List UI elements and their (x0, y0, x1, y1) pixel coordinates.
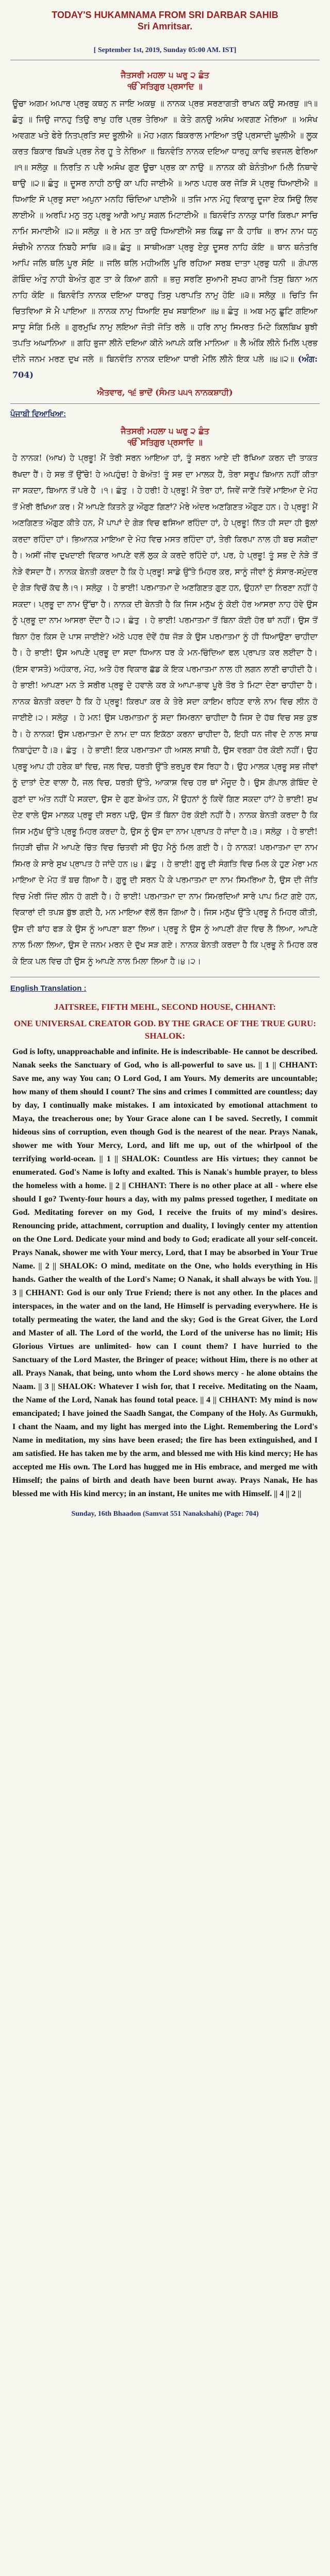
gurmukhi-page-ref: (ਅੰਗ: 704) (12, 354, 318, 380)
punjabi-label: ਪੰਜਾਬੀ ਵਿਆਖਿਆ: (10, 410, 66, 418)
gurmukhi-verse: ਊਚਾ ਅਗਮ ਅਪਾਰ ਪ੍ਰਭੁ ਕਥਨੁ ਨ ਜਾਇ ਅਕਥੁ ॥ ਨਾਨਕ ਪ੍ਰਭ ਸਰਣਾਗਤੀ ਰਾਖਨ ਕਉ ਸਮਰਥੁ ॥੧॥ ਛੰਤੁ ॥ ਜਿਉ ਜਾਨਹੁ ਤਿਉ ਰਾਖੁ ਹਰਿ ਪ੍ਰਭ ਤੇਰਿਆ ॥ ਕੇਤੇ ਗਨਉ ਅਸੰਖ ਅਵਗਣ ਮੇਰਿਆ ॥ ਅਸੰਖ ਅਵਗਣ ਖਤੇ ਫੇਰੇ ਨਿਤਪ੍ਰਤਿ ਸਦ ਭੂਲੀਐ ॥ ਮੋਹ ਮਗਨ ਬਿਕਰਾਲ ਮਾਇਆ ਤਉ ਪ੍ਰਸਾਦੀ ਘੂਲੀਐ ॥ ਲੂਕ ਕਰਤ ਬਿਕਾਰ ਬਿਖੜੇ ਪ੍ਰਭ ਨੇਰ ਹੂ ਤੇ ਨੇਰਿਆ ॥ ਬਿਨਵੰਤਿ ਨਾਨਕ ਦਇਆ ਧਾਰਹੁ ਕਾਢਿ ਭਵਜਲ ਫੇਰਿਆ ॥੧॥ ਸਲੋਕੁ ॥ ਨਿਰਤਿ ਨ ਪਵੈ ਅਸੰਖ ਗੁਣ ਊਚਾ ਪ੍ਰਭ ਕਾ ਨਾਉ ॥ ਨਾਨਕ ਕੀ ਬੇਨੰਤੀਆ ਮਿਲੈ ਨਿਥਾਵੇ ਥਾਉ ॥੨॥ ਛੰਤੁ ॥ ਦੂਸਰ ਨਾਹੀ ਠਾਉ ਕਾ ਪਹਿ ਜਾਈਐ ॥ ਆਠ ਪਹਰ ਕਰ ਜੋੜਿ ਸੋ ਪ੍ਰਭੁ ਧਿਆਈਐ ॥ ਧਿਆਇ ਸੋ ਪ੍ਰਭੁ ਸਦਾ ਅਪੁਨਾ ਮਨਹਿ ਚਿੰਦਿਆ ਪਾਈਐ ॥ ਤਜਿ ਮਾਨ ਮੋਹੁ ਵਿਕਾਰੁ ਦੂਜਾ ਏਕ ਸਿਉ ਲਿਵ ਲਾਈਐ ॥ ਅਰਪਿ ਮਨੁ ਤਨੁ ਪ੍ਰਭੂ ਆਗੈ ਆਪੁ ਸਗਲ ਮਿਟਾਈਐ ॥ ਬਿਨਵੰਤਿ ਨਾਨਕੁ ਧਾਰਿ ਕਿਰਪਾ ਸਾਚਿ ਨਾਮਿ ਸਮਾਈਐ ॥੨॥ ਸਲੋਕੁ ॥ ਰੇ ਮਨ ਤਾ ਕਉ ਧਿਆਈਐ ਸਭ ਕਿਛੁ ਜਾ ਕੈ ਹਾਥਿ ॥ ਰਾਮ ਨਾਮ ਧਨੁ ਸੰਚੀਐ ਨਾਨਕ ਨਿਬਹੈ ਸਾਥਿ ॥੩॥ ਛੰਤੁ ॥ ਸਾਥੀਅੜਾ ਪ੍ਰਭੁ ਏਕੁ ਦੂਸਰ ਨਾਹਿ ਕੋਇ ॥ ਥਾਨ ਥਨੰਤਰਿ ਆਪਿ ਜਲਿ ਥਲਿ ਪੂਰ ਸੋਇ ॥ ਜਲਿ ਥਲਿ ਮਹੀਅਲਿ ਪੂਰਿ ਰਹਿਆ ਸਰਬ ਦਾਤਾ ਪ੍ਰਭੁ ਧਨੀ ॥ ਗੋਪਾਲ ਗੋਬਿੰਦ ਅੰਤੁ ਨਾਹੀ ਬੇਅੰਤ ਗੁਣ ਤਾ ਕੇ ਕਿਆ ਗਨੀ ॥ ਭਜੁ ਸਰਣਿ ਸੁਆਮੀ ਸੁਖਹ ਗਾਮੀ ਤਿਸੁ ਬਿਨਾ ਅਨ ਨਾਹਿ ਕੋਇ ॥ ਬਿਨਵੰਤਿ ਨਾਨਕ ਦਇਆ ਧਾਰਹੁ ਤਿਸੁ ਪਰਾਪਤਿ ਨਾਮੁ ਹੋਇ ॥੩॥ ਸਲੋਕੁ ॥ ਚਿਤਿ ਜਿ ਚਿਤਵਿਆ ਸੋ ਮੈ ਪਾਇਆ ॥ ਨਾਨਕ ਨਾਮੁ ਧਿਆਇ ਸੁਖ ਸਬਾਇਆ ॥੪॥ ਛੰਤੁ ॥ ਅਬ ਮਨੁ ਛੂਟਿ ਗਇਆ ਸਾਧੂ ਸੰਗਿ ਮਿਲੇ ॥ ਗੁਰਮੁਖਿ ਨਾਮੁ ਲਇਆ ਜੋਤੀ ਜੋਤਿ ਰਲੇ ॥ ਹਰਿ ਨਾਮੁ ਸਿਮਰਤ ਮਿਟੇ ਕਿਲਬਿਖ ਬੁਝੀ ਤਪਤਿ ਅਘਾਨਿਆ ॥ ਗਹਿ ਭੁਜਾ ਲੀਨੇ ਦਇਆ ਕੀਨੇ ਆਪਨੇ ਕਰਿ ਮਾਨਿਆ ॥ ਲੈ ਅੰਕਿ ਲੀਨੇ ਮਿਲਿ ਪ੍ਰਭ ਦੀਨੇ ਜਨਮ ਮਰਣ ਦੁਖ ਜਲੇ ॥ ਬਿਨਵੰਤਿ ਨਾਨਕ ਦਇਆ ਧਾਰੀ ਮੇਲਿ ਲੀਨੇ ਇਕ ਪਲੇ ॥੪॥੨॥ (12, 98, 318, 364)
punjabi-text: ਹੇ ਨਾਨਕ! (ਆਖ) ਹੇ ਪ੍ਰਭੂ! ਮੈਂ ਤੇਰੀ ਸਰਨ ਆਇਆ ਹਾਂ, ਤੂੰ ਸਰਨ ਆਏ ਦੀ ਰੱਖਿਆ ਕਰਨ ਦੀ ਤਾਕਤ ਰੱਖਦਾ ਹੈਂ। ਹੇ ਸਭ ਤੋਂ ਉੱਚੇ! ਹੇ ਅਪਹੁੰਚ! ਹੇ ਬੇਅੰਤ! ਤੂੰ ਸਭ ਦਾ ਮਾਲਕ ਹੈਂ, ਤੇਰਾ ਸਰੂਪ ਬਿਆਨ ਨਹੀਂ ਕੀਤਾ ਜਾ ਸਕਦਾ, ਬਿਆਨ ਤੋਂ ਪਰੇ ਹੈ ।੧। ਛੰਤੁ । ਹੇ ਹਰੀ! ਹੇ ਪ੍ਰਭੂ! ਮੈਂ ਤੇਰਾ ਹਾਂ, ਜਿਵੇਂ ਜਾਣੇਂ ਤਿਵੇਂ ਮਾਇਆ ਦੇ ਮੋਹ ਤੋਂ ਮੇਰੀ ਰੱਖਿਆ ਕਰ। ਮੈਂ ਆਪਣੇ ਕਿਤਨੇ ਕੁ ਔਗੁਣ ਗਿਣਾਂ? ਮੇਰੇ ਅੰਦਰ ਅਣਗਿਣਤ ਔਗੁਣ ਹਨ। ਹੇ ਪ੍ਰਭੂ! ਮੈਂ ਅਣਗਿਣਤ ਔਗੁਣ ਕੀਤੇ ਹਨ, ਮੈਂ ਪਾਪਾਂ ਦੇ ਗੇੜ ਵਿਚ ਫਸਿਆ ਰਹਿੰਦਾ ਹਾਂ, ਹੇ ਪ੍ਰਭੂ! ਨਿੱਤ ਹੀ ਸਦਾ ਹੀ ਭੁੱਲਾਂ ਕਰਦਾ ਰਹਿੰਦਾ ਹਾਂ। ਭਿਆਨਕ ਮਾਇਆ ਦੇ ਮੋਹ ਵਿਚ ਮਸਤ ਰਹਿੰਦਾ ਹਾਂ, ਤੇਰੀ ਕਿਰਪਾ ਨਾਲ ਹੀ ਬਚ ਸਕੀਦਾ ਹੈ। ਅਸੀਂ ਜੀਵ ਦੁਖਦਾਈ ਵਿਕਾਰ ਆਪਣੇ ਵਲੋਂ ਲੁਕ ਕੇ ਕਰਦੇ ਰਹਿੰਦੇ ਹਾਂ, ਪਰ, ਹੇ ਪ੍ਰਭੂ! ਤੂੰ ਸਭ ਦੇ ਨੇੜੇ ਤੋਂ ਨੇੜੇ ਵੱਸਦਾ ਹੈਂ। ਨਾਨਕ ਬੇਨਤੀ ਕਰਦਾ ਹੈ ਕਿ ਹੇ ਪ੍ਰਭੂ! ਸਾਡੇ ਉੱਤੇ ਮਿਹਰ ਕਰ, ਸਾਨੂੰ ਜੀਵਾਂ ਨੂੰ ਸੰਸਾਰ-ਸਮੁੰਦਰ ਦੇ ਗੇੜ ਵਿਚੋਂ ਕੱਢ ਲੈ।੧। ਸਲੋਕੁ । ਹੇ ਭਾਈ! ਪਰਮਾਤਮਾ ਦੇ ਅਣਗਿਣਤ ਗੁਣ ਹਨ, ਉਹਨਾਂ ਦਾ ਨਿਰਣਾ ਨਹੀਂ ਹੋ ਸਕਦਾ। ਪ੍ਰਭੂ ਦਾ ਨਾਮ ਉੱਚਾ ਹੈ। ਨਾਨਕ ਦੀ ਬੇਨਤੀ ਹੈ ਕਿ ਜਿਸ ਮਨੁੱਖ ਨੂੰ ਕੋਈ ਹੋਰ ਆਸਰਾ ਨਾਹ ਹੋਵੇ ਉਸ ਨੂੰ ਪ੍ਰਭੂ ਦਾ ਨਾਮ ਆਸਰਾ ਦੇਂਦਾ ਹੈ।੨। ਛੰਤੁ । ਹੇ ਭਾਈ! ਪਰਮਾਤਮਾ ਤੋਂ ਬਿਨਾ ਕੋਈ ਹੋਰ ਥਾਂ ਨਹੀਂ। ਉਸ ਤੋਂ ਬਿਨਾ ਹੋਰ ਕਿਸ ਦੇ ਪਾਸ ਜਾਈਏ? ਅੱਠੇ ਪਹਰ ਦੋਵੇਂ ਹੱਥ ਜੋੜ ਕੇ ਉਸ ਪਰਮਾਤਮਾ ਨੂੰ ਹੀ ਧਿਆਉਣਾ ਚਾਹੀਦਾ ਹੈ। ਹੇ ਭਾਈ! ਉਸ ਆਪਣੇ ਪ੍ਰਭੂ ਦਾ ਸਦਾ ਧਿਆਨ ਧਰ ਕੇ ਮਨ-ਚਿੰਦਿਆ ਫਲ ਪ੍ਰਾਪਤ ਕਰ ਲਈਦਾ ਹੈ। (ਇਸ ਵਾਸਤੇ) ਅਹੰਕਾਰ, ਮੋਹ, ਅਤੇ ਹੋਰ ਵਿਕਾਰ ਛੱਡ ਕੇ ਇਕ ਪਰਮਾਤਮਾ ਨਾਲ ਹੀ ਲਗਨ ਲਾਣੀ ਚਾਹੀਦੀ ਹੈ। ਹੇ ਭਾਈ! ਆਪਣਾ ਮਨ ਤੇ ਸਰੀਰ ਪ੍ਰਭੂ ਦੇ ਹਵਾਲੇ ਕਰ ਕੇ ਆਪਾ-ਭਾਵ ਪੂਰੇ ਤੌਰ ਤੇ ਮਿਟਾ ਦੇਣਾ ਚਾਹੀਦਾ ਹੈ। ਨਾਨਕ ਬੇਨਤੀ ਕਰਦਾ ਹੈ ਕਿ ਹੇ ਪ੍ਰਭੂ! ਕਿਰਪਾ ਕਰ ਕੇ ਤੇਰੇ ਸਦਾ ਕਾਇਮ ਰਹਿਣ ਵਾਲੇ ਨਾਮ ਵਿਚ ਲੀਨ ਹੋ ਜਾਈਏ।੨। ਸਲੋਕੁ । ਹੇ ਮਨ! ਉਸ ਪਰਮਾਤਮਾ ਨੂੰ ਸਦਾ ਸਿਮਰਨਾ ਚਾਹੀਦਾ ਹੈ ਜਿਸ ਦੇ ਹੱਥ ਵਿਚ ਸਭ ਕੁਝ ਹੈ। ਹੇ ਨਾਨਕ! ਉਸ ਪਰਮਾਤਮਾ ਦੇ ਨਾਮ ਦਾ ਧਨ ਇਕੱਠਾ ਕਰਨਾ ਚਾਹੀਦਾ ਹੈ, ਇਹੀ ਧਨ ਜੀਵ ਦੇ ਨਾਲ ਸਾਥ ਨਿਬਾਹੁੰਦਾ ਹੈ।੩। ਛੰਤੁ । ਹੇ ਭਾਈ! ਇਕ ਪਰਮਾਤਮਾ ਹੀ ਅਸਲ ਸਾਥੀ ਹੈ, ਉਸ ਵਰਗਾ ਹੋਰ ਕੋਈ ਨਹੀਂ। ਉਹ ਪ੍ਰਭੂ ਆਪ ਹੀ ਹਰੇਕ ਥਾਂ ਵਿਚ, ਜਲ ਵਿਚ, ਧਰਤੀ ਉੱਤੇ ਭਰਪੂਰ ਵੱਸ ਰਿਹਾ ਹੈ। ਉਹ ਮਾਲਕ ਪ੍ਰਭੂ ਸਭ ਜੀਵਾਂ ਨੂੰ ਦਾਤਾਂ ਦੇਣ ਵਾਲਾ ਹੈ, ਜਲ ਵਿਚ, ਧਰਤੀ ਉੱਤੇ, ਆਕਾਸ਼ ਵਿਚ ਹਰ ਥਾਂ ਮੌਜੂਦ ਹੈ। ਉਸ ਗੋਪਾਲ ਗੋਬਿੰਦ ਦੇ ਗੁਣਾਂ ਦਾ ਅੰਤ ਨਹੀਂ ਪੈ ਸਕਦਾ, ਉਸ ਦੇ ਗੁਣ ਬੇਅੰਤ ਹਨ, ਮੈਂ ਉਹਨਾਂ ਨੂੰ ਕਿਵੇਂ ਗਿਣ ਸਕਦਾ ਹਾਂ? ਹੇ ਭਾਈ! ਸੁਖ ਦੇਣ ਵਾਲੇ ਉਸ ਮਾਲਕ ਪ੍ਰਭੂ ਦੀ ਸਰਨ ਪਉ, ਉਸ ਤੋਂ ਬਿਨਾ ਹੋਰ ਕੋਈ ਨਹੀਂ ਹੈ। ਨਾਨਕ ਬੇਨਤੀ ਕਰਦਾ ਹੈ ਕਿ ਜਿਸ ਮਨੁੱਖ ਉੱਤੇ ਪ੍ਰਭੂ ਮਿਹਰ ਕਰਦਾ ਹੈ, ਉਸ ਨੂੰ ਉਸ ਦਾ ਨਾਮ ਪ੍ਰਾਪਤ ਹੋ ਜਾਂਦਾ ਹੈ।੩। ਸਲੋਕੁ । ਹੇ ਭਾਈ! ਜਿਹੜੀ ਚੀਜ਼ ਮੈਂ ਆਪਣੇ ਚਿੱਤ ਵਿਚ ਚਿਤਵੀ ਸੀ ਉਹ ਮੈਨੂੰ ਮਿਲ ਗਈ ਹੈ। ਹੇ ਨਾਨਕ! ਪਰਮਾਤਮਾ ਦਾ ਨਾਮ ਸਿਮਰ ਕੇ ਸਾਰੇ ਸੁਖ ਪ੍ਰਾਪਤ ਹੋ ਜਾਂਦੇ ਹਨ।੪। ਛੰਤੁ । ਹੇ ਭਾਈ! ਗੁਰੂ ਦੀ ਸੰਗਤਿ ਵਿਚ ਮਿਲ ਕੇ ਹੁਣ ਮੇਰਾ ਮਨ ਮਾਇਆ ਦੇ ਮੋਹ ਤੋਂ ਬਚ ਗਿਆ ਹੈ। ਗੁਰੂ ਦੀ ਸਰਨ ਪੈ ਕੇ ਪਰਮਾਤਮਾ ਦਾ ਨਾਮ ਸਿਮਰਿਆ ਹੈ, ਉਸ ਦੀ ਜੋਤਿ ਵਿਚ ਮੇਰੀ ਜਿੰਦ ਲੀਨ ਹੋ ਗਈ ਹੈ। ਹੇ ਭਾਈ! ਪਰਮਾਤਮਾ ਦਾ ਨਾਮ ਸਿਮਰਦਿਆਂ ਸਾਰੇ ਪਾਪ ਮਿਟ ਗਏ ਹਨ, ਵਿਕਾਰਾਂ ਦੀ ਤਪਸ਼ ਬੁੱਝ ਗਈ ਹੈ, ਮਨ ਮਾਇਆ ਵੱਲੋਂ ਰੱਜ ਗਿਆ ਹੈ। ਜਿਸ ਮਨੁੱਖ ਉੱਤੇ ਪ੍ਰਭੂ ਨੇ ਮਿਹਰ ਕੀਤੀ, ਉਸ ਦੀ ਬਾਂਹ ਫੜ ਕੇ ਉਸ ਨੂੰ ਆਪਣਾ ਬਣਾ ਲਿਆ। ਪ੍ਰਭੂ ਨੇ ਉਸ ਨੂੰ ਆਪਣੀ ਗੋਦ ਵਿਚ ਲੈ ਲਿਆ, ਆਪਣੇ ਨਾਲ ਮਿਲਾ ਲਿਆ, ਉਸ ਦੇ ਜਨਮ ਮਰਨ ਦੇ ਦੁੱਖ ਸੜ ਗਏ। ਨਾਨਕ ਬੇਨਤੀ ਕਰਦਾ ਹੈ ਕਿ ਪ੍ਰਭੂ ਨੇ ਮਿਹਰ ਕਰ ਕੇ ਇਕ ਪਲ ਵਿਚ ਹੀ ਉਸ ਨੂੰ ਆਪਣੇ ਨਾਲ ਮਿਲਾ ਲਿਆ ਹੈ।੪।੨। (12, 453, 318, 966)
date-line: [ September 1st, 2019, Sunday 05:00 AM. IST] (93, 46, 237, 54)
gurmukhi-header-line2: ੴ ਸਤਿਗੁਰ ਪ੍ਰਸਾਦਿ ॥ (127, 81, 203, 91)
punjabi-section (5, 409, 325, 970)
gurmukhi-text (5, 95, 325, 383)
punjabi-header-line2: ੴ ਸਤਿਗੁਰ ਪ੍ਰਸਾਦਿ ॥ (127, 437, 203, 447)
gurmukhi-header-line1: ਜੈਤਸਰੀ ਮਹਲਾ ੫ ਘਰੁ ੨ ਛੰਤ (121, 70, 209, 80)
footer-date: Sunday, 16th Bhaadon (Samvat 551 Nanakshahi) (Page: 704) (71, 1510, 259, 1518)
punjabi-header-line1: ਜੈਤਸਰੀ ਮਹਲਾ ੫ ਘਰੁ ੨ ਛੰਤ (121, 426, 209, 436)
punjabi-header (5, 426, 325, 448)
page-title (0, 9, 330, 32)
english-section (5, 984, 325, 1519)
gurmukhi-date: ਐਤਵਾਰ, ੧੬ ਭਾਦੋਂ (ਸੰਮਤ ੫੫੧ ਨਾਨਕਸ਼ਾਹੀ) (97, 387, 233, 397)
english-text: God is lofty, unapproachable and infinite. He is indescribable- He cannot be described. Nanak seeks the Sanctuary of God, who is all-powerful to save us. || 1 || CHHANT: Save me, any way You can; O Lord God, I am Yours. My demerits are uncountable; how many of them should I count? The sins and crimes I committed are countless; day by day, I continually make mistakes. I am intoxicated by emotional attachment to Maya, the treacherous one; by Your Grace alone can I be saved. Secretly, I commit hideous sins of corruption, even though God is the nearest of the near. Prays Nanak, shower me with Your Mercy, Lord, and lift me up, out of the whirlpool of the terrifying world-ocean. || 1 || SHALOK: Countless are His virtues; they cannot be enumerated. God's Name is lofty and exalted. This is Nanak's humble prayer, to bless the homeless with a home. || 2 || CHHANT: There is no other place at all - where else should I go? Twenty-four hours a day, with my palms pressed together, I meditate on God. Meditating forever on my God, I receive the fruits of my mind's desires. Renouncing pride, attachment, corruption and duality, I lovingly center my attention on the One Lord. Dedicate your mind and body to God; eradicate all your self-conceit. Prays Nanak, shower me with Your mercy, Lord, that I may be absorbed in Your True Name. || 2 || SHALOK: O mind, meditate on the One, who holds everything in His hands. Gather the wealth of the Lord's Name; O Nanak, it shall always be with You. || 3 || CHHANT: God is our only True Friend; there is not any other. In the places and interspaces, in the water and on the land, He Himself is pervading everywhere. He is totally permeating the water, the land and the sky; God is the Great Giver, the Lord and Master of all. The Lord of the world, the Lord of the universe has no limit; His Glorious Virtues are unlimited- how can I count them? I have hurried to the Sanctuary of the Lord Master, the Bringer of peace; without Him, there is no other at all. Prays Nanak, that being, unto whom the Lord shows mercy - he alone obtains the Naam. || 3 || SHALOK: Whatever I wish for, that I receive. Meditating on the Naam, the Name of the Lord, Nanak has found total peace. || 4 || CHHANT: My mind is now emancipated; I have joined the Saadh Sangat, the Company of the Holy. As Gurmukh, I chant the Naam, and my light has merged into the Light. Remembering the Lord's Name in meditation, my sins have been erased; the fire has been extinguished, and I am satisfied. He has taken me by the arm, and blessed me with His kind mercy; He has accepted me His own. The Lord has hugged me in His embrace, and merged me with Himself; the pains of birth and death have been burnt away. Prays Nanak, He has blessed me with His kind mercy; in an instant, He unites me with Himself. || 4 || 2 || (12, 1047, 318, 1498)
gurmukhi-header (5, 70, 325, 92)
page-title-line1: TODAY'S HUKAMNAMA FROM SRI DARBAR SAHIB (52, 10, 278, 20)
page-title-line2: Sri Amritsar. (137, 21, 193, 31)
gurmukhi-section (5, 70, 325, 398)
english-subtitle: ONE UNIVERSAL CREATOR GOD. BY THE GRACE OF THE TRUE GURU: SHALOK: (13, 1019, 317, 1041)
english-title: JAITSREE, FIFTH MEHL, SECOND HOUSE, CHHANT: (54, 1002, 276, 1012)
divider (10, 403, 320, 404)
english-label: English Translation : (10, 984, 87, 993)
